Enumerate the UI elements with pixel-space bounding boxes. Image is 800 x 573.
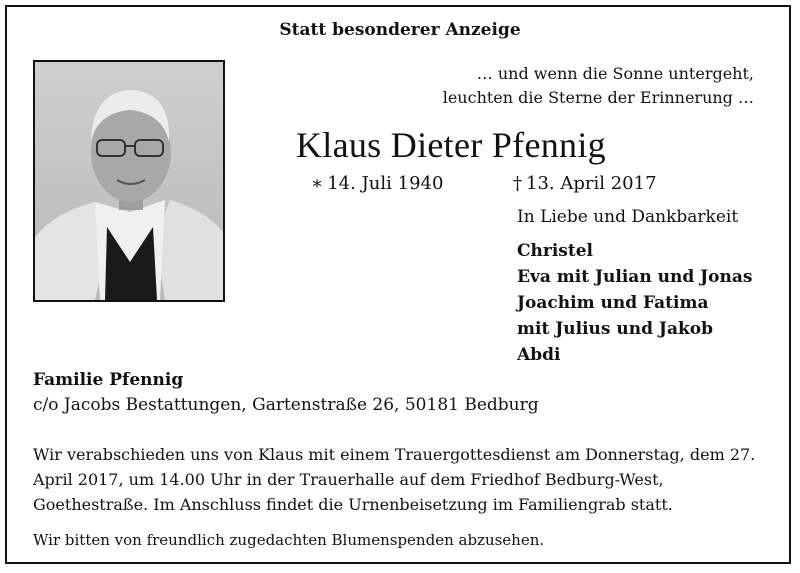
- death-cross-icon: †: [513, 173, 522, 194]
- flower-request: Wir bitten von freundlich zugedachten Blumenspenden abzusehen.: [33, 531, 545, 549]
- family-name: Familie Pfennig: [33, 370, 184, 390]
- mourner-name: Abdi: [517, 345, 561, 365]
- quote-line-2: leuchten die Sterne der Erinnerung …: [442, 88, 754, 107]
- mourner-name: mit Julius und Jakob: [517, 319, 713, 339]
- deceased-name: Klaus Dieter Pfennig: [296, 125, 606, 165]
- mourner-name: Christel: [517, 241, 594, 261]
- mourner-name: Eva mit Julian und Jonas: [517, 267, 753, 287]
- birth-date: 14. Juli 1940: [327, 173, 444, 194]
- mourners-intro: In Liebe und Dankbarkeit: [517, 207, 739, 227]
- birth-date-line: [311, 173, 443, 194]
- portrait-photo: [33, 60, 225, 302]
- mourner-name: Joachim und Fatima: [517, 293, 709, 313]
- mourners-list: [517, 238, 752, 368]
- service-announcement: Wir verabschieden uns von Klaus mit einem Trauergottesdienst am Donnerstag, dem 27. April 2017, um 14.00 Uhr in der Trauerhalle auf dem Friedhof Bedburg-West, Goethestraße. Im Anschluss findet die Urnenbeisetzung im Familiengrab statt.: [33, 445, 756, 514]
- birth-star-icon: ∗: [311, 173, 324, 194]
- notice-heading: Statt besonderer Anzeige: [279, 20, 521, 40]
- quote-line-1: … und wenn die Sonne untergeht,: [476, 64, 754, 83]
- death-date: 13. April 2017: [526, 173, 657, 194]
- death-date-line: [513, 173, 657, 194]
- contact-address: c/o Jacobs Bestattungen, Gartenstraße 26, 50181 Bedburg: [33, 395, 539, 415]
- memorial-quote: [380, 62, 754, 110]
